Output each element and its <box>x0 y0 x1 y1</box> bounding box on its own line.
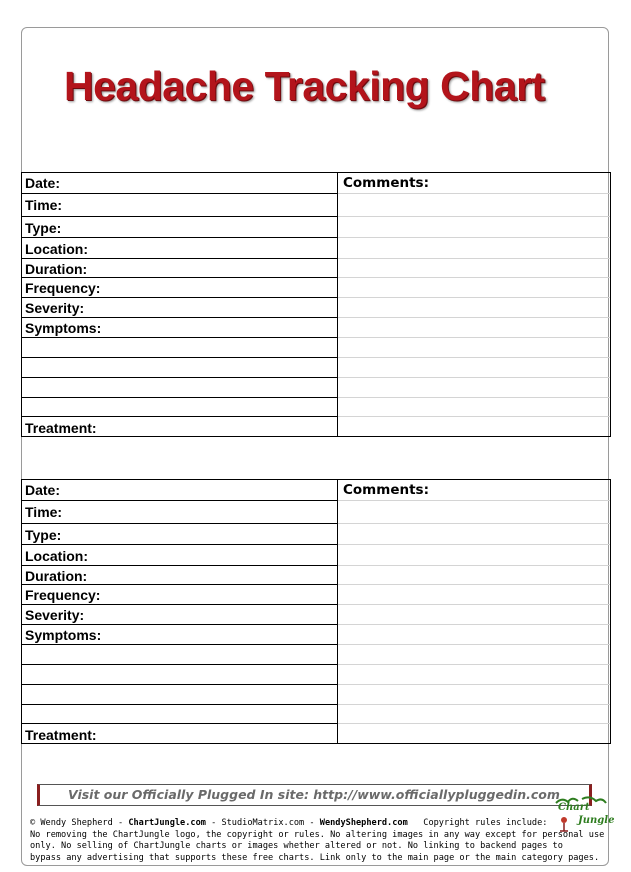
duration-field[interactable]: Duration: <box>22 259 337 278</box>
footer-line-3: only. No selling of ChartJungle charts or images whether altered or not. No linking to backend pages to <box>30 841 563 851</box>
blank-line[interactable] <box>22 378 337 398</box>
comment-line <box>338 523 610 524</box>
footer-separator: - <box>304 818 320 828</box>
type-field[interactable]: Type: <box>22 524 337 545</box>
comment-line <box>338 584 610 585</box>
copyright-rules-intro: Copyright rules include: <box>407 818 548 828</box>
comment-line <box>338 216 610 217</box>
footer-link-chartjungle[interactable]: ChartJungle.com <box>128 818 206 828</box>
comment-line <box>338 297 610 298</box>
promo-banner[interactable] <box>37 784 592 806</box>
comment-line <box>338 544 610 545</box>
entry-form-1 <box>21 172 611 437</box>
frequency-field[interactable]: Frequency: <box>22 278 337 298</box>
comment-line <box>338 723 610 724</box>
comment-line <box>338 500 610 501</box>
comment-line <box>338 258 610 259</box>
copyright-footer <box>30 818 605 864</box>
comment-line <box>338 416 610 417</box>
footer-line-2: No removing the ChartJungle logo, the copyright or rules. No altering images in any way except for personal use <box>30 829 605 840</box>
blank-line[interactable] <box>22 398 337 417</box>
logo-word-chart: Chart <box>558 802 590 813</box>
comment-line <box>338 377 610 378</box>
comment-line <box>338 604 610 605</box>
duration-field[interactable]: Duration: <box>22 566 337 585</box>
date-field[interactable]: Date: <box>22 480 337 501</box>
severity-field[interactable]: Severity: <box>22 298 337 318</box>
time-field[interactable]: Time: <box>22 501 337 524</box>
date-field[interactable]: Date: <box>22 173 337 194</box>
comment-line <box>338 337 610 338</box>
entry-form-2 <box>21 479 611 744</box>
footer-link-studiomatrix[interactable]: StudioMatrix.com <box>221 818 305 828</box>
comments-column[interactable] <box>338 173 610 436</box>
comments-label: Comments: <box>343 482 429 498</box>
symptoms-field[interactable]: Symptoms: <box>22 318 337 338</box>
logo-word-jungle: Jungle <box>578 815 615 826</box>
blank-line[interactable] <box>22 665 337 685</box>
blank-line[interactable] <box>22 705 337 724</box>
treatment-field[interactable]: Treatment: <box>25 420 97 436</box>
footer-line-4: bypass any advertising that supports these free charts. Link only to the main page or the main category pages. <box>30 852 600 863</box>
comment-line <box>338 664 610 665</box>
promo-banner-text[interactable]: Visit our Officially Plugged In site: http://www.officiallypluggedin.com <box>68 787 560 802</box>
comment-line <box>338 357 610 358</box>
blank-line[interactable] <box>22 685 337 705</box>
comment-line <box>338 193 610 194</box>
footer-separator: - <box>205 818 222 828</box>
comment-line <box>338 644 610 645</box>
blank-line[interactable] <box>22 645 337 665</box>
treatment-field[interactable]: Treatment: <box>25 727 97 743</box>
blank-line[interactable] <box>22 358 337 378</box>
time-field[interactable]: Time: <box>22 194 337 217</box>
footer-link-wendyshepherd[interactable]: WendyShepherd.com <box>319 818 408 828</box>
comment-line <box>338 684 610 685</box>
comment-line <box>338 237 610 238</box>
symptoms-field[interactable]: Symptoms: <box>22 625 337 645</box>
comment-line <box>338 397 610 398</box>
comments-label: Comments: <box>343 175 429 191</box>
entry-fields-column <box>22 173 338 436</box>
frequency-field[interactable]: Frequency: <box>22 585 337 605</box>
comment-line <box>338 277 610 278</box>
comment-line <box>338 704 610 705</box>
location-field[interactable]: Location: <box>22 238 337 259</box>
page-title: Headache Tracking Chart <box>64 63 545 109</box>
type-field[interactable]: Type: <box>22 217 337 238</box>
comment-line <box>338 624 610 625</box>
location-field[interactable]: Location: <box>22 545 337 566</box>
blank-line[interactable] <box>22 338 337 358</box>
copyright-owner: © Wendy Shepherd - <box>30 818 129 828</box>
footer-line-1 <box>30 818 590 830</box>
severity-field[interactable]: Severity: <box>22 605 337 625</box>
entry-fields-column <box>22 480 338 743</box>
comments-column[interactable] <box>338 480 610 743</box>
comment-line <box>338 565 610 566</box>
comment-line <box>338 317 610 318</box>
